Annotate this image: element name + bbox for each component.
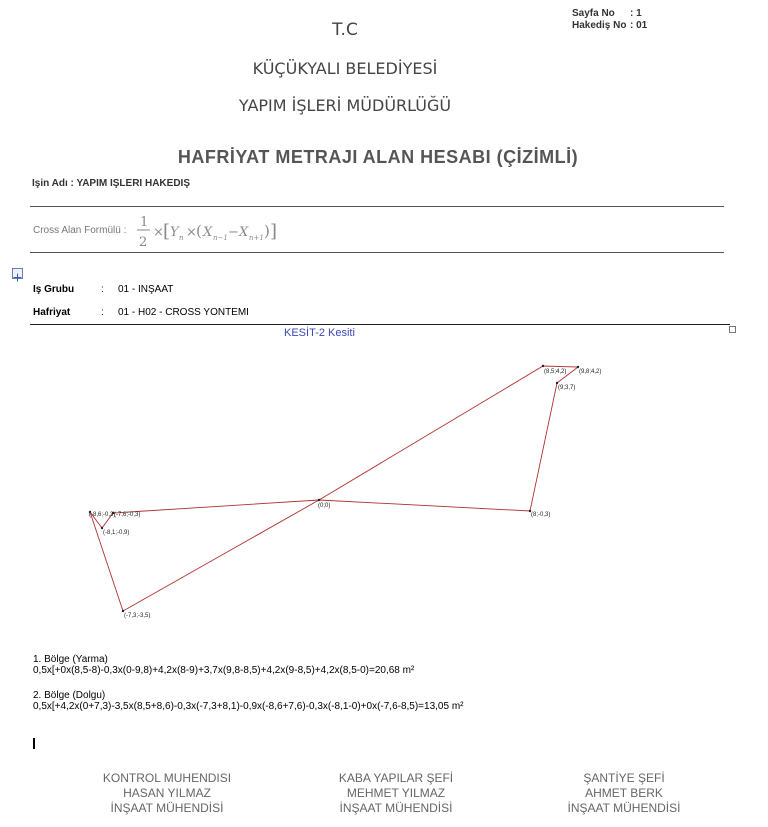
point-label: (-8,1;-0,9) bbox=[103, 530, 130, 536]
point-label: (0;0) bbox=[318, 503, 331, 509]
point-label: (8,5;4,2) bbox=[544, 369, 567, 375]
point-marker bbox=[577, 366, 579, 368]
header-municipality: KÜÇÜKYALI BELEDİYESİ bbox=[252, 59, 438, 78]
formula-label: Cross Alan Formülü : bbox=[33, 225, 127, 236]
signature-role: KABA YAPILAR ŞEFİ bbox=[338, 771, 454, 785]
signature-site-chief bbox=[524, 771, 724, 816]
cut-region-outline bbox=[319, 366, 578, 511]
divider-info bbox=[30, 324, 730, 325]
point-label: (9,8;4,2) bbox=[579, 369, 602, 375]
hakedis-number-value: : 01 bbox=[630, 20, 648, 31]
hakedis-number bbox=[572, 20, 647, 31]
divider-formula bbox=[30, 252, 724, 253]
svg-text:−: − bbox=[228, 225, 239, 240]
svg-text:n−1: n−1 bbox=[213, 234, 228, 242]
cross-section-drawing bbox=[0, 340, 768, 630]
point-label: (-7,3;-3,5) bbox=[124, 613, 151, 619]
signature-control-engineer bbox=[67, 771, 267, 816]
signature-title: İNŞAAT MÜHENDİSİ bbox=[110, 801, 224, 815]
formula-expression bbox=[134, 210, 294, 252]
svg-text:X: X bbox=[203, 225, 213, 240]
signature-title: İNŞAAT MÜHENDİSİ bbox=[567, 801, 681, 815]
svg-text:n+1: n+1 bbox=[249, 234, 264, 242]
svg-text:×: × bbox=[153, 225, 164, 240]
svg-text:]: ] bbox=[270, 221, 278, 242]
hakedis-number-label: Hakediş No bbox=[572, 20, 627, 31]
region-1-formula: 0,5x[+0x(8,5-8)-0,3x(0-9,8)+4,2x(8-9)+3,7x(9,8-8,5)+4,2x(9-8,5)+4,2x(8,5-0)=20,68 m² bbox=[33, 665, 415, 676]
signature-structure-chief bbox=[296, 771, 496, 816]
svg-text:1: 1 bbox=[140, 215, 149, 230]
svg-text:(: ( bbox=[196, 222, 202, 240]
svg-text:×: × bbox=[186, 225, 197, 240]
point-marker bbox=[556, 382, 558, 384]
region-1-title: 1. Bölge (Yarma) bbox=[33, 654, 108, 665]
signature-name: AHMET BERK bbox=[585, 786, 663, 800]
point-label: (9;3,7) bbox=[558, 385, 576, 391]
signature-name: HASAN YILMAZ bbox=[123, 786, 211, 800]
text-cursor[interactable] bbox=[33, 738, 35, 749]
point-marker bbox=[542, 365, 544, 367]
page-number-label: Sayfa No bbox=[572, 8, 615, 19]
svg-text:n: n bbox=[179, 234, 184, 242]
hafriyat-value: 01 - H02 - CROSS YONTEMI bbox=[118, 307, 249, 318]
header-department: YAPIM İŞLERİ MÜDÜRLÜĞÜ bbox=[238, 96, 452, 115]
signature-title: İNŞAAT MÜHENDİSİ bbox=[339, 801, 453, 815]
group-colon: : bbox=[101, 284, 104, 295]
page-number-value: : 1 bbox=[630, 8, 642, 19]
point-label: (-8,6;-0,3) bbox=[89, 512, 116, 518]
hafriyat-colon: : bbox=[101, 307, 104, 318]
svg-text:): ) bbox=[264, 222, 270, 240]
header-tc: T.C bbox=[332, 20, 358, 40]
svg-text:X: X bbox=[239, 225, 249, 240]
signature-role: KONTROL MUHENDISI bbox=[102, 771, 232, 785]
section-title: KESİT-2 Kesiti bbox=[284, 327, 355, 339]
point-marker bbox=[101, 527, 103, 529]
page-title: HAFRİYAT METRAJI ALAN HESABI (ÇİZİMLİ) bbox=[177, 147, 579, 167]
svg-text:[: [ bbox=[163, 221, 171, 242]
point-marker bbox=[122, 610, 124, 612]
job-name: Işin Adı : YAPIM IŞLERI HAKEDIŞ bbox=[32, 178, 190, 189]
svg-text:2: 2 bbox=[139, 235, 148, 250]
group-value: 01 - INŞAAT bbox=[118, 284, 174, 295]
region-2-title: 2. Bölge (Dolgu) bbox=[33, 690, 106, 701]
point-marker bbox=[318, 499, 320, 501]
svg-text:Y: Y bbox=[170, 225, 179, 240]
group-label: Iş Grubu bbox=[33, 284, 75, 295]
page-number bbox=[572, 8, 642, 19]
hafriyat-label: Hafriyat bbox=[33, 307, 71, 318]
signature-role: ŞANTİYE ŞEFİ bbox=[583, 771, 665, 785]
table-move-handle[interactable] bbox=[12, 268, 23, 279]
move-icon bbox=[13, 273, 22, 282]
table-resize-handle[interactable] bbox=[729, 326, 736, 333]
divider-top bbox=[30, 206, 724, 207]
point-label: (8;-0,3) bbox=[531, 512, 551, 518]
signature-name: MEHMET YILMAZ bbox=[346, 786, 446, 800]
point-label: (-7,6;-0,3) bbox=[114, 512, 141, 518]
region-2-formula: 0,5x[+4,2x(0+7,3)-3,5x(8,5+8,6)-0,3x(-7,3+8,1)-0,9x(-8,6+7,6)-0,3x(-8,1-0)+0x(-7,6-8,5)=13,05 m² bbox=[33, 701, 464, 712]
